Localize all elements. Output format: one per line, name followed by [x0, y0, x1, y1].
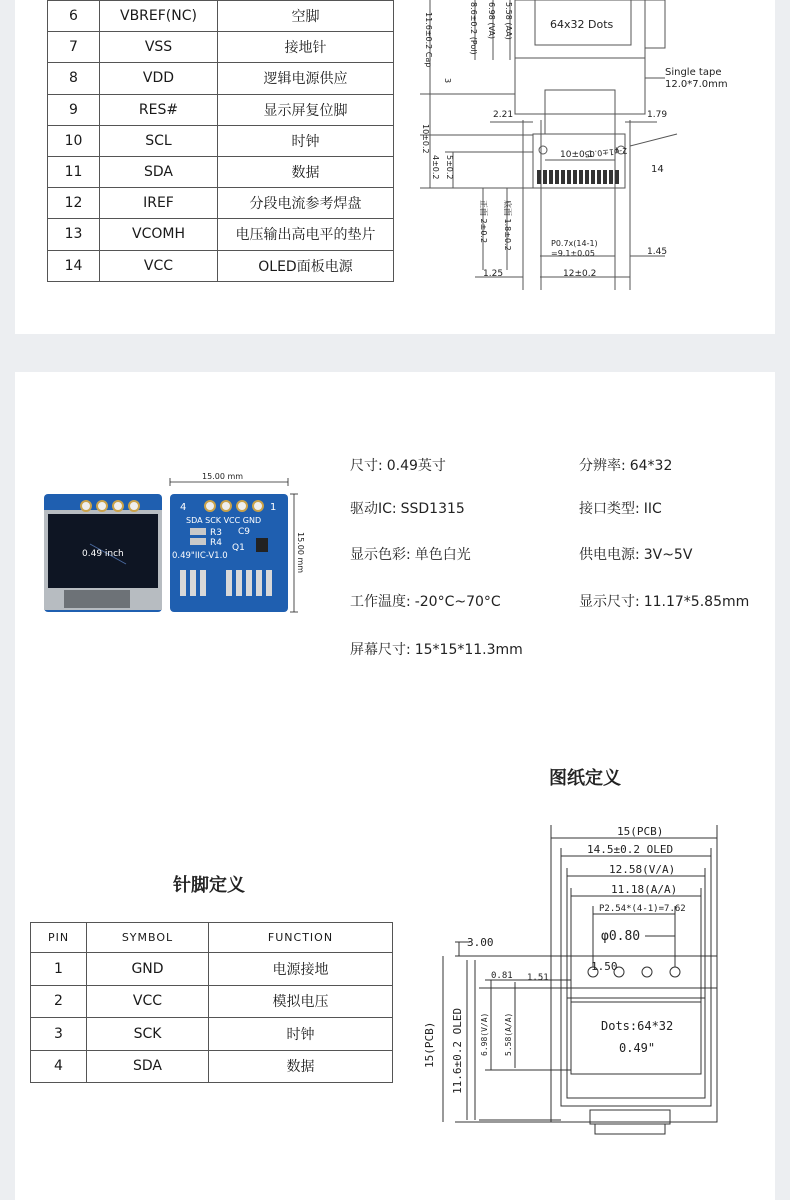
- pin-function-cell: 数据: [209, 1050, 393, 1083]
- pin-function-cell: OLED面板电源: [218, 250, 394, 281]
- spec-value: 64*32: [629, 458, 673, 474]
- spec-label: 工作温度:: [350, 594, 411, 610]
- spec-item: [579, 591, 749, 611]
- pin-pin-cell: 6: [48, 1, 100, 32]
- dim-86: 8.6±0.2 (Pol): [469, 2, 478, 55]
- spec-item: [350, 498, 465, 518]
- silk-r3: R3: [210, 528, 222, 538]
- table-row: [31, 1018, 393, 1051]
- spec-value: 0.49英寸: [386, 458, 446, 474]
- dots-label: 64x32 Dots: [550, 18, 614, 31]
- column-header: FUNCTION: [209, 923, 393, 953]
- dim-698-va: 6.98(V/A): [480, 1012, 489, 1056]
- dim-5: 5±0.2: [445, 155, 454, 180]
- pin-pin-cell: 8: [48, 63, 100, 94]
- dim-pitch-2: =9.1±0.05: [551, 249, 595, 258]
- silk-r4: R4: [210, 538, 222, 548]
- column-header: PIN: [31, 923, 87, 953]
- table-row: [48, 188, 394, 219]
- spec-item: [350, 591, 501, 611]
- dim-12: 12±0.2: [563, 269, 597, 279]
- spec-value: 单色白光: [414, 547, 471, 563]
- table-row: [48, 32, 394, 63]
- pin-function-cell: 时钟: [209, 1018, 393, 1051]
- dim-145-oled: 14.5±0.2 OLED: [587, 843, 674, 856]
- pin-pin-cell: 2: [31, 985, 87, 1018]
- dim-151: 1.51: [527, 973, 549, 983]
- module-height-label: 15.00 mm: [296, 532, 305, 574]
- pin-pin-cell: 11: [48, 156, 100, 187]
- dim-15pcb-v: 15(PCB): [423, 1021, 436, 1068]
- dim-125: 1.25: [483, 269, 504, 279]
- dim-221: 2.21: [493, 110, 514, 120]
- pin-function-cell: 空脚: [218, 1, 394, 32]
- pin-pin-cell: 9: [48, 94, 100, 125]
- dim-pitch-bottom: P2.54*(4-1)=7.62: [599, 904, 686, 914]
- spec-label: 接口类型:: [579, 501, 640, 517]
- pin-symbol-cell: VSS: [100, 32, 218, 63]
- dim-15pcb: 15(PCB): [617, 825, 664, 838]
- pin-symbol-cell: VBREF(NC): [100, 1, 218, 32]
- pin-symbol-cell: SDA: [100, 156, 218, 187]
- dim-116: 11.6±0.2 Cap: [424, 12, 433, 68]
- top-dimension-drawing: [415, 0, 775, 290]
- dim-150: 1.50: [591, 960, 618, 973]
- dim-4: 4±0.2: [431, 155, 440, 180]
- spec-item: [350, 639, 523, 659]
- pin-function-cell: 数据: [218, 156, 394, 187]
- spec-value: IIC: [643, 501, 662, 517]
- spec-item: [579, 544, 692, 564]
- spec-item: [350, 455, 446, 475]
- spec-item: [579, 455, 672, 475]
- dim-558: 5.58 (AA): [504, 2, 513, 40]
- screen-text: 0.49 inch: [82, 549, 124, 559]
- drawing-title: 图纸定义: [549, 768, 621, 789]
- pin-symbol-cell: RES#: [100, 94, 218, 125]
- dim-179: 1.79: [647, 110, 668, 120]
- silk-c9: C9: [238, 527, 251, 537]
- table-row: [48, 1, 394, 32]
- pin-pin-cell: 13: [48, 219, 100, 250]
- spec-label: 显示尺寸:: [579, 594, 640, 610]
- pin-definition-title: 针脚定义: [173, 875, 245, 896]
- table-row: [48, 94, 394, 125]
- dim-558-aa: 5.58(A/A): [504, 1012, 513, 1056]
- spec-value: 15*15*11.3mm: [414, 642, 523, 658]
- dim-081: 0.81: [491, 971, 513, 981]
- pin-symbol-cell: GND: [87, 953, 209, 986]
- pin-function-cell: 电源接地: [209, 953, 393, 986]
- pin-symbol-cell: VDD: [100, 63, 218, 94]
- oled-dimension-drawing: [415, 820, 735, 1150]
- column-header: SYMBOL: [87, 923, 209, 953]
- pin-4-number: 4: [180, 502, 187, 513]
- spec-label: 屏幕尺寸:: [350, 642, 411, 658]
- pin-pin-cell: 3: [31, 1018, 87, 1051]
- dim-14: 14: [651, 164, 664, 175]
- dim-1118: 11.18(A/A): [611, 883, 678, 896]
- silk-pin-labels: SDA SCK VCC GND: [186, 516, 262, 525]
- pin-symbol-cell: SCL: [100, 125, 218, 156]
- pin-definition-table: [30, 922, 393, 1083]
- table-row: [31, 985, 393, 1018]
- dim-back: 底面 1.8±0.2: [503, 200, 512, 251]
- table-row: [48, 125, 394, 156]
- pin-function-cell: 电压输出高电平的垫片: [218, 219, 394, 250]
- pin-pin-cell: 10: [48, 125, 100, 156]
- pin-pin-cell: 1: [31, 953, 87, 986]
- spec-label: 显示色彩:: [350, 547, 411, 563]
- pin-pin-cell: 14: [48, 250, 100, 281]
- pin-function-cell: 逻辑电源供应: [218, 63, 394, 94]
- dim-3: 3.00: [467, 936, 494, 949]
- table-header-row: [31, 923, 393, 953]
- pin-pin-cell: 4: [31, 1050, 87, 1083]
- silk-version: 0.49"IIC-V1.0: [172, 551, 228, 561]
- table-row: [31, 1050, 393, 1083]
- pin-symbol-cell: SCK: [87, 1018, 209, 1051]
- pin-symbol-cell: SDA: [87, 1050, 209, 1083]
- pin-function-cell: 分段电流参考焊盘: [218, 188, 394, 219]
- silk-q1: Q1: [232, 543, 245, 553]
- pin-1-number: 1: [270, 502, 277, 513]
- pin-function-cell: 接地针: [218, 32, 394, 63]
- screen-dots-label: Dots:64*32: [601, 1019, 674, 1033]
- table-row: [48, 219, 394, 250]
- screen-size-label: 0.49": [619, 1041, 656, 1055]
- pin-function-cell: 时钟: [218, 125, 394, 156]
- dim-116-oled: 11.6±0.2 OLED: [451, 1007, 464, 1094]
- spec-value: SSD1315: [400, 501, 465, 517]
- tape-label: Single tape: [665, 67, 722, 78]
- table-row: [31, 953, 393, 986]
- dim-hole-top: 2-φ1±0.05: [584, 146, 628, 159]
- dim-698: 6.98 (VA): [487, 2, 496, 40]
- table-row: [48, 156, 394, 187]
- spec-label: 供电电源:: [579, 547, 640, 563]
- spec-value: -20°C~70°C: [414, 594, 501, 610]
- pin-function-cell: 模拟电压: [209, 985, 393, 1018]
- dim-3: 3: [443, 78, 452, 84]
- pin-symbol-cell: IREF: [100, 188, 218, 219]
- spec-label: 分辨率:: [579, 458, 626, 474]
- pin-pin-cell: 12: [48, 188, 100, 219]
- spec-value: 3V~5V: [643, 547, 693, 563]
- spec-item: [579, 498, 662, 518]
- dim-10-01: 10±0.1: [560, 150, 594, 160]
- pin-pin-cell: 7: [48, 32, 100, 63]
- pin-symbol-cell: VCC: [100, 250, 218, 281]
- dim-front: 正面 2±0.2: [479, 200, 488, 244]
- dim-hole-bottom: φ0.80: [601, 929, 641, 944]
- dim-10-02: 10±0.2: [421, 124, 430, 154]
- table-row: [48, 63, 394, 94]
- tape-size-label: 12.0*7.0mm: [665, 79, 728, 90]
- dim-pitch-1: P0.7x(14-1): [551, 239, 598, 248]
- module-width-label: 15.00 mm: [202, 472, 244, 481]
- dim-145: 1.45: [647, 247, 668, 257]
- spec-label: 尺寸:: [350, 458, 383, 474]
- spec-label: 驱动IC:: [350, 501, 397, 517]
- pin-symbol-cell: VCC: [87, 985, 209, 1018]
- dim-1258: 12.58(V/A): [609, 863, 676, 876]
- table-row: [48, 250, 394, 281]
- module-photo: [40, 470, 320, 620]
- pin-symbol-cell: VCOMH: [100, 219, 218, 250]
- spec-item: [350, 544, 471, 564]
- pin-function-cell: 显示屏复位脚: [218, 94, 394, 125]
- pin-table-continued: [47, 0, 394, 282]
- spec-value: 11.17*5.85mm: [643, 594, 750, 610]
